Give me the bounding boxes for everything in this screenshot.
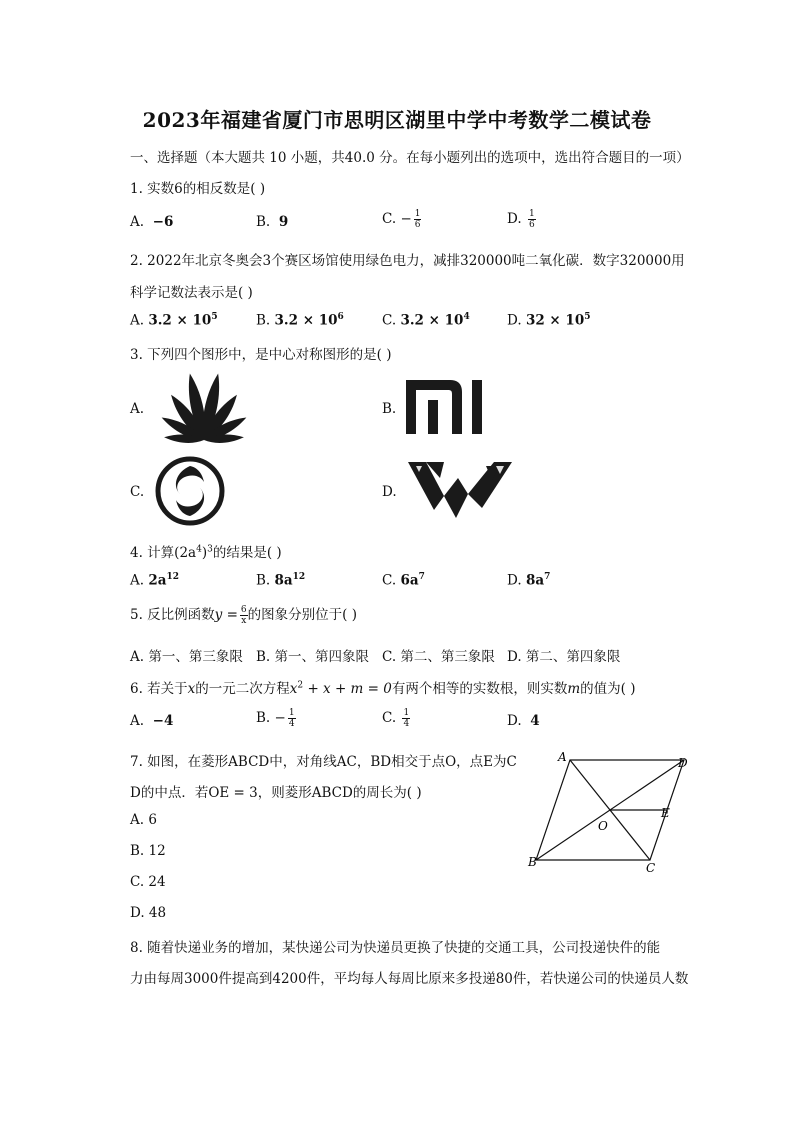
q4-option-a: A. $2a^{12}$	[130, 572, 180, 589]
section-heading: 一、选择题（本大题共 10 小题，共40.0 分。在每小题列出的选项中，选出符合题目的一项）	[130, 150, 690, 166]
q2-option-c: C. $3.2 \times 10^4$	[382, 312, 470, 329]
question-7-stem-line2: D的中点．若OE = 3，则菱形ABCD的周长为( )	[130, 785, 422, 801]
question-8-stem-line2: 力由每周3000件提高到4200件，平均每人每周比原来多投递80件，若快递公司的快递员人数	[130, 971, 689, 987]
q1-option-c: C. − $\frac{1}{6}$	[382, 209, 421, 230]
question-5-stem: 5. 反比例函数y = $\frac{6}{x}$ 的图象分别位于( )	[130, 605, 357, 626]
q7-option-a: A. 6	[130, 812, 157, 828]
question-1-stem: 1. 实数6的相反数是( )	[130, 181, 266, 197]
q6-option-c: C. $\frac{1}{4}$	[382, 708, 410, 729]
q1-option-b: B. 9	[256, 214, 289, 230]
circle-swirl-logo-figure	[154, 456, 226, 526]
q6-option-b: B. − $\frac{1}{4}$	[256, 708, 295, 729]
q6-option-a: A. −4	[130, 713, 174, 729]
label-o: O	[598, 819, 608, 833]
q3-option-b-label: B.	[382, 401, 397, 417]
rhombus-diagram	[524, 748, 704, 874]
q1-option-a: A. −6	[130, 214, 174, 230]
question-8-stem-line1: 8. 随着快递业务的增加，某快递公司为快递员更换了快捷的交通工具，公司投递快件的能	[130, 940, 661, 956]
q6-option-d: D. 4	[507, 713, 540, 729]
question-3-stem: 3. 下列四个图形中，是中心对称图形的是( )	[130, 347, 392, 363]
question-6-stem: 6. 若关于x的一元二次方程$x^2 + x + m = 0$有两个相等的实数根，则实数m的值为( )	[130, 680, 636, 697]
q3-option-d-label: D.	[382, 484, 397, 500]
q5-option-b: B. 第一、第四象限	[256, 649, 370, 665]
label-b: B	[528, 855, 537, 869]
exam-title: 2023年福建省厦门市思明区湖里中学中考数学二模试卷	[142, 108, 652, 132]
label-d: D	[678, 756, 688, 770]
q4-option-d: D. $8a^7$	[507, 572, 551, 589]
question-4-stem: 4. 计算$(2a^4)^3$的结果是( )	[130, 544, 282, 561]
q5-option-a: A. 第一、第三象限	[130, 649, 243, 665]
huawei-logo-figure	[152, 370, 256, 446]
label-c: C	[646, 861, 656, 874]
q2-option-a: A. $3.2 \times 10^5$	[130, 312, 218, 329]
q1-option-d: D. $\frac{1}{6}$	[507, 209, 535, 230]
mi-logo-figure	[404, 376, 486, 438]
q3-option-a-label: A.	[130, 401, 145, 417]
q7-option-b: B. 12	[130, 843, 166, 859]
w-shape-logo-figure	[404, 458, 516, 524]
q3-option-c-label: C.	[130, 484, 145, 500]
q4-option-c: C. $6a^7$	[382, 572, 425, 589]
q7-option-d: D. 48	[130, 905, 167, 921]
q4-option-b: B. $8a^{12}$	[256, 572, 306, 589]
label-e: E	[661, 806, 670, 820]
q2-option-b: B. $3.2 \times 10^6$	[256, 312, 344, 329]
q5-option-c: C. 第二、第三象限	[382, 649, 495, 665]
q5-option-d: D. 第二、第四象限	[507, 649, 621, 665]
label-a: A	[558, 750, 567, 764]
question-7-stem-line1: 7. 如图，在菱形ABCD中，对角线AC，BD相交于点O，点E为C	[130, 754, 517, 770]
question-2-stem-line1: 2. 2022年北京冬奥会3个赛区场馆使用绿色电力，减排320000吨二氧化碳．数字320000用	[130, 253, 685, 269]
q2-option-d: D. $32 \times 10^5$	[507, 312, 591, 329]
question-2-stem-line2: 科学记数法表示是( )	[130, 285, 253, 301]
q7-option-c: C. 24	[130, 874, 166, 890]
